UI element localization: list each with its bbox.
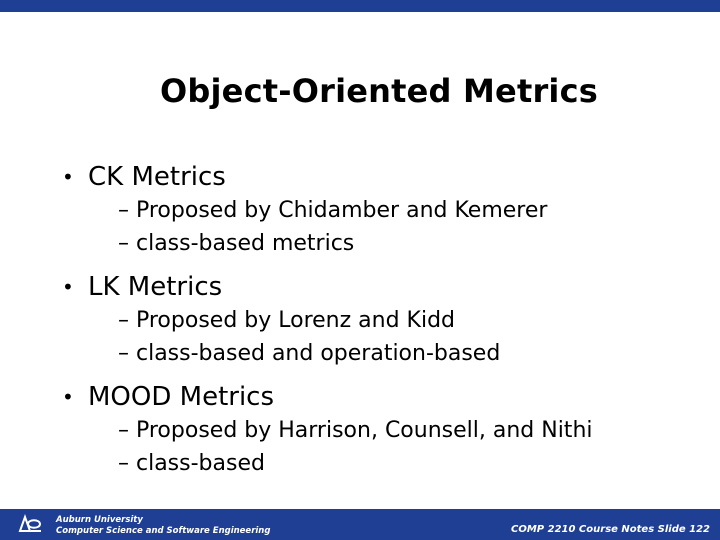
- slide-content: [62, 160, 593, 490]
- slide-number: COMP 2210 Course Notes Slide 122: [511, 524, 710, 535]
- sub-item: – class-based: [118, 451, 265, 476]
- footer-bar: [0, 509, 720, 540]
- bullet-item: [62, 380, 593, 414]
- sub-item: – class-based metrics: [118, 231, 355, 256]
- auburn-logo-icon: [17, 513, 43, 535]
- sub-item: – Proposed by Lorenz and Kidd: [118, 308, 456, 333]
- bullet-text: LK Metrics: [88, 272, 223, 302]
- bullet-dot: •: [62, 385, 74, 409]
- org-name: Auburn University: [56, 515, 143, 525]
- bullet-group-ck: [62, 160, 593, 260]
- org-department: Computer Science and Software Engineering: [56, 526, 271, 536]
- bullet-item: [62, 270, 593, 304]
- footer-organization: [56, 515, 270, 537]
- bullet-group-mood: [62, 380, 593, 480]
- sub-item: – Proposed by Chidamber and Kemerer: [118, 198, 548, 223]
- bullet-text: MOOD Metrics: [88, 382, 275, 412]
- slide-title: Object-Oriented Metrics: [159, 72, 599, 110]
- bullet-dot: •: [62, 165, 74, 189]
- sub-item: – Proposed by Harrison, Counsell, and Nithi: [118, 418, 593, 443]
- bullet-item: [62, 160, 593, 194]
- top-bar: [0, 0, 720, 12]
- sub-item: – class-based and operation-based: [118, 341, 501, 366]
- bullet-text: CK Metrics: [88, 162, 226, 192]
- bullet-group-lk: [62, 270, 593, 370]
- bullet-dot: •: [62, 275, 74, 299]
